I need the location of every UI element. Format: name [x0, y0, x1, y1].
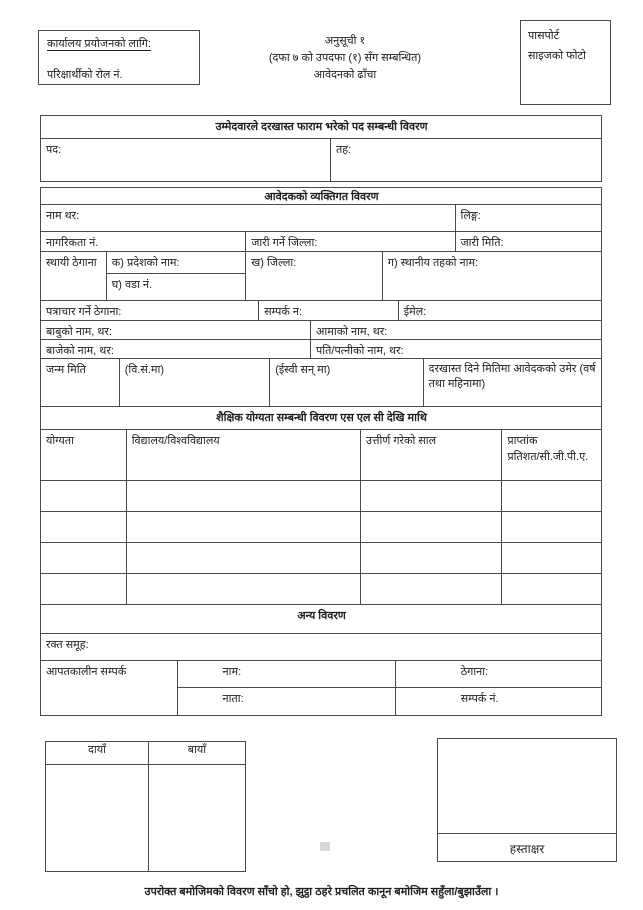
education-empty-cell: [126, 512, 360, 542]
signature-label: हस्ताक्षर: [438, 833, 616, 861]
emergency-contact-field: [41, 661, 177, 715]
education-empty-cell: [41, 512, 126, 542]
emergency-contact-number-label: सम्पर्क नं.: [460, 693, 499, 705]
education-col-qualification: [41, 430, 126, 480]
correspondence-address-field: [41, 301, 258, 320]
district-field: [245, 252, 382, 300]
scan-smudge: [320, 842, 330, 851]
grandfather-name-field: [41, 340, 310, 358]
declaration-text: उपरोक्त बमोजिमको विवरण साँचो हो, झुट्ठा ठहरे प्रचलित कानून बमोजिम सहुँला/बुझाउँला ।: [144, 886, 499, 898]
education-empty-cell: [41, 543, 126, 573]
level-field: [330, 139, 601, 181]
district-label: ख) जिल्ला:: [251, 257, 297, 269]
emergency-address-label: ठेगाना:: [460, 666, 489, 678]
education-empty-cell: [501, 543, 601, 573]
email-field: [398, 301, 601, 320]
dob-ad-field: [269, 359, 422, 411]
signature-box: [437, 738, 617, 862]
emergency-contact-label: आपतकालीन सम्पर्क: [46, 666, 127, 678]
emergency-name-relation-subcolumn: [177, 661, 395, 715]
issue-date-field: [455, 232, 601, 251]
other-details-title: अन्य विवरण: [297, 610, 346, 622]
emergency-relation-field: [178, 688, 395, 715]
citizenship-field: [41, 232, 245, 251]
mother-name-field: [310, 321, 601, 339]
blood-group-label: रक्त समूह:: [46, 639, 89, 651]
dob-field: [41, 359, 119, 411]
dob-bs-label: (वि.सं.मा): [124, 364, 165, 376]
education-col-year-label: उत्तीर्ण गरेको साल: [365, 435, 437, 447]
examinee-roll-label: परिक्षार्थींको रोल नं.: [47, 69, 123, 81]
education-col-qualification-label: योग्यता: [46, 435, 74, 447]
citizenship-label: नागरिकता नं.: [46, 237, 99, 249]
other-details-section: [40, 604, 602, 716]
education-section-title: शैक्षिक योग्यता सम्बन्धी विवरण एस एल सी देखि माथि: [216, 412, 427, 424]
thumb-right-header: दायाँ: [88, 744, 106, 756]
father-name-field: [41, 321, 310, 339]
education-empty-cell: [126, 543, 360, 573]
dob-label: जन्म मिति: [46, 364, 86, 376]
issuing-district-field: [245, 232, 454, 251]
education-empty-cell: [41, 574, 126, 604]
education-col-institution-label: विद्यालय/विश्वविद्यालय: [131, 435, 220, 447]
ward-field: [107, 274, 245, 300]
dob-ad-label: (ईस्वी सन् मा): [275, 364, 331, 376]
post-section-title: उम्मेदवारले दरखास्त फाराम भरेको पद सम्बन्धी विवरण: [215, 121, 428, 133]
annex-line-1: अनुसूची १: [324, 35, 366, 47]
annex-line-3: आवेदनको ढाँचा: [313, 69, 377, 81]
level-label: तह:: [335, 144, 352, 156]
thumb-right-cell: [46, 765, 148, 871]
education-empty-cell: [501, 481, 601, 511]
gender-field: [455, 205, 602, 231]
permanent-address-label: स्थायी ठेगाना: [46, 257, 97, 269]
issue-date-label: जारी मिति:: [460, 237, 504, 249]
email-label: ईमेल:: [403, 306, 427, 318]
name-field: [41, 205, 455, 231]
ward-label: घ) वडा नं.: [111, 279, 153, 291]
education-empty-row: [41, 480, 601, 511]
office-use-box: [38, 30, 200, 85]
age-field: [423, 359, 601, 411]
photo-box-line-2: साइजको फोटो: [528, 50, 586, 62]
gender-label: लिङ्ग:: [460, 210, 481, 222]
emergency-contact-number-field: [396, 688, 601, 715]
province-label: क) प्रदेशको नाम:: [111, 257, 180, 269]
education-empty-cell: [360, 574, 502, 604]
education-empty-cell: [501, 512, 601, 542]
contact-number-field: [258, 301, 398, 320]
local-level-field: [382, 252, 601, 300]
thumb-left-cell: [148, 765, 245, 871]
education-empty-cell: [501, 574, 601, 604]
education-empty-cell: [360, 481, 502, 511]
education-empty-cell: [360, 543, 502, 573]
province-field: [107, 252, 245, 274]
personal-section: [40, 187, 602, 412]
emergency-address-field: [396, 661, 601, 688]
annex-line-2: (दफा ७ को उपदफा (१) सँग सम्बन्धित): [268, 52, 422, 64]
education-col-institution: [126, 430, 360, 480]
thumb-impression-table: [45, 741, 246, 872]
correspondence-address-label: पत्राचार गर्ने ठेगाना:: [46, 306, 122, 318]
education-empty-cell: [126, 574, 360, 604]
education-col-year: [360, 430, 502, 480]
annex-heading: [215, 33, 475, 84]
post-section: [40, 115, 602, 182]
spouse-name-label: पति/पत्नीको नाम, थर:: [316, 345, 404, 357]
grandfather-name-label: बाजेको नाम, थर:: [46, 345, 114, 357]
mother-name-label: आमाको नाम, थर:: [316, 326, 388, 338]
emergency-address-contact-subcolumn: [395, 661, 601, 715]
education-empty-cell: [41, 481, 126, 511]
emergency-name-label: नाम:: [222, 666, 242, 678]
emergency-name-field: [178, 661, 395, 688]
photo-box-line-1: पासपोर्ट: [528, 30, 560, 42]
education-empty-rows: [41, 480, 601, 604]
education-section: [40, 406, 602, 605]
post-label: पद:: [46, 144, 62, 156]
father-name-label: बाबुको नाम, थर:: [46, 326, 112, 338]
education-col-score: [501, 430, 601, 480]
age-label: दरखास्त दिने मितिमा आवेदकको उमेर (वर्ष तथा महिनामा): [428, 363, 596, 390]
education-empty-cell: [126, 481, 360, 511]
emergency-relation-label: नाता:: [222, 693, 244, 705]
permanent-address-field: [41, 252, 106, 300]
post-field: [41, 139, 330, 181]
local-level-label: ग) स्थानीय तहको नाम:: [387, 257, 479, 269]
signature-area: [438, 739, 616, 833]
education-col-score-line-2: प्रतिशत/सी.जी.पी.ए.: [507, 451, 589, 463]
education-empty-row: [41, 573, 601, 604]
contact-number-label: सम्पर्क न:: [264, 306, 303, 318]
education-col-score-line-1: प्राप्तांक: [507, 435, 538, 447]
province-ward-subcolumn: [106, 252, 245, 300]
education-empty-row: [41, 511, 601, 542]
issuing-district-label: जारी गर्ने जिल्ला:: [251, 237, 318, 249]
dob-bs-field: [119, 359, 269, 411]
education-empty-row: [41, 542, 601, 573]
thumb-left-header: बायाँ: [148, 742, 245, 764]
education-empty-cell: [360, 512, 502, 542]
spouse-name-field: [310, 340, 601, 358]
office-use-title: कार्यालय प्रयोजनको लागि:: [47, 38, 151, 50]
name-label: नाम थर:: [46, 210, 80, 222]
passport-photo-box: [520, 20, 611, 105]
blood-group-field: [41, 634, 601, 660]
personal-section-title: आवेदकको व्यक्तिगत विवरण: [264, 191, 379, 203]
